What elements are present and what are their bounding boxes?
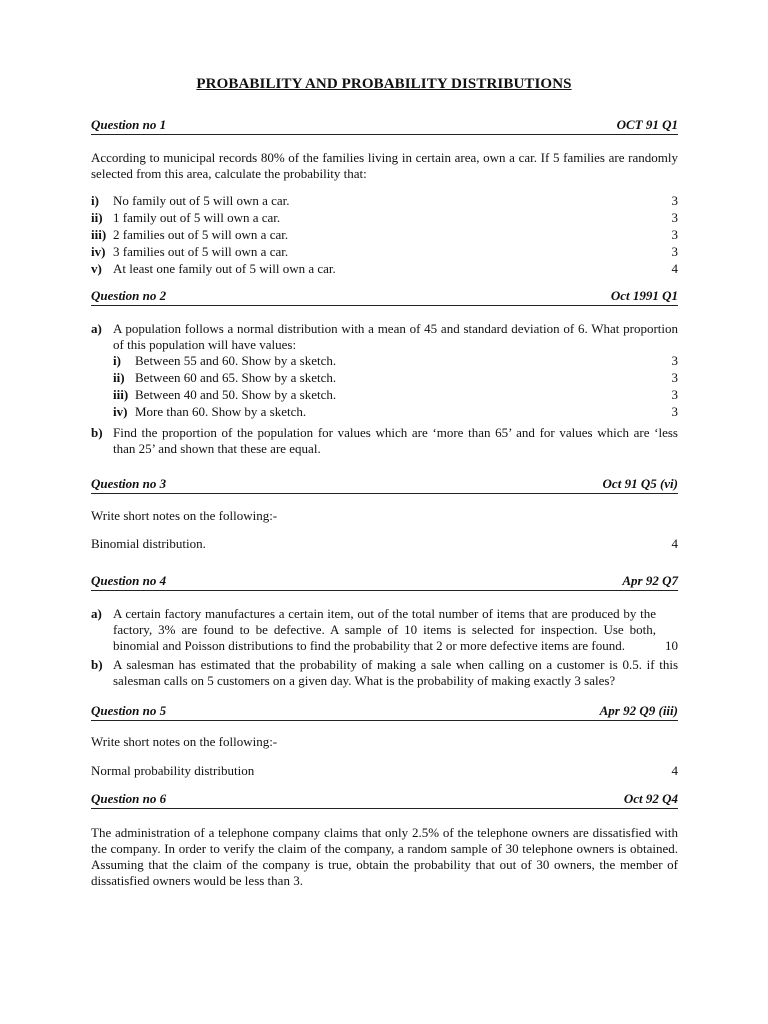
part-number: a) bbox=[91, 321, 102, 336]
question-1-header bbox=[91, 118, 678, 135]
question-5-reference: Apr 92 Q9 (iii) bbox=[599, 703, 678, 718]
question-6-reference: Oct 92 Q4 bbox=[623, 791, 678, 806]
question-3-label: Question no 3 bbox=[91, 476, 167, 491]
question-2-subpart bbox=[113, 353, 678, 369]
question-4-label: Question no 4 bbox=[91, 573, 167, 588]
question-3-intro: Write short notes on the following:- bbox=[91, 508, 278, 523]
question-2-label: Question no 2 bbox=[91, 288, 167, 303]
subpart-text: Between 60 and 65. Show by a sketch. bbox=[135, 370, 337, 385]
question-2-reference: Oct 1991 Q1 bbox=[610, 288, 678, 303]
part-text: A population follows a normal distribution with a mean of 45 and standard deviation of 6. What proportion of this population will have values: bbox=[113, 321, 678, 352]
question-5-item bbox=[91, 763, 678, 779]
part-number: b) bbox=[91, 657, 103, 672]
part-marks: 3 bbox=[671, 227, 678, 242]
part-number: v) bbox=[91, 261, 102, 276]
item-text: Normal probability distribution bbox=[91, 763, 255, 778]
question-3-reference: Oct 91 Q5 (vi) bbox=[602, 476, 678, 491]
question-5-header bbox=[91, 704, 678, 721]
part-text: 3 families out of 5 will own a car. bbox=[113, 244, 289, 259]
part-text: No family out of 5 will own a car. bbox=[113, 193, 290, 208]
item-text: Binomial distribution. bbox=[91, 536, 206, 551]
question-5-intro: Write short notes on the following:- bbox=[91, 734, 278, 749]
part-number: b) bbox=[91, 425, 103, 440]
question-6-label: Question no 6 bbox=[91, 791, 167, 806]
part-marks: 10 bbox=[665, 638, 678, 653]
part-number: iii) bbox=[91, 227, 107, 242]
subpart-number: ii) bbox=[113, 370, 125, 385]
subpart-number: i) bbox=[113, 353, 121, 368]
question-2-part-a bbox=[91, 321, 678, 353]
part-marks: 3 bbox=[671, 210, 678, 225]
part-marks: 3 bbox=[671, 193, 678, 208]
question-1-label: Question no 1 bbox=[91, 117, 167, 132]
subpart-text: Between 40 and 50. Show by a sketch. bbox=[135, 387, 337, 402]
part-number: a) bbox=[91, 606, 102, 621]
part-marks: 3 bbox=[671, 244, 678, 259]
question-1-intro: According to municipal records 80% of the families living in certain area, own a car. If 5 families are randomly selected from this area, calculate the probability that: bbox=[91, 150, 678, 181]
part-text: Find the proportion of the population for values which are ‘more than 65’ and for values which are ‘less than 25’ and shown that these are equal. bbox=[113, 425, 678, 456]
question-3-item bbox=[91, 536, 678, 552]
subpart-text: More than 60. Show by a sketch. bbox=[135, 404, 307, 419]
question-1-part bbox=[91, 210, 678, 226]
part-text: 2 families out of 5 will own a car. bbox=[113, 227, 289, 242]
item-marks: 4 bbox=[671, 763, 678, 778]
subpart-marks: 3 bbox=[671, 387, 678, 402]
item-marks: 4 bbox=[671, 536, 678, 551]
subpart-text: Between 55 and 60. Show by a sketch. bbox=[135, 353, 337, 368]
question-5-label: Question no 5 bbox=[91, 703, 167, 718]
question-1-part bbox=[91, 227, 678, 243]
question-4-part-b bbox=[91, 657, 678, 689]
question-1-reference: OCT 91 Q1 bbox=[616, 117, 678, 132]
part-text: 1 family out of 5 will own a car. bbox=[113, 210, 281, 225]
question-2-subpart bbox=[113, 387, 678, 403]
subpart-marks: 3 bbox=[671, 370, 678, 385]
question-3-header bbox=[91, 477, 678, 494]
question-2-part-b bbox=[91, 425, 678, 457]
question-4-part-a bbox=[91, 606, 678, 654]
question-1-part bbox=[91, 193, 678, 209]
question-2-subpart bbox=[113, 370, 678, 386]
question-6-header bbox=[91, 792, 678, 809]
question-1-part bbox=[91, 261, 678, 277]
question-6-text: The administration of a telephone company claims that only 2.5% of the telephone owners are dissatisfied with the company. In order to verify the claim of the company, a random sample of 30 telephone owners is obtained. Assuming that the claim of the company is true, obtain the probability that out of 30 owners, the member of dissatisfied owners would be less than 3. bbox=[91, 825, 678, 888]
subpart-number: iii) bbox=[113, 387, 129, 402]
part-text: A certain factory manufactures a certain item, out of the total number of items that are produced by the factory, 3% are found to be defective. A sample of 10 items is selected for inspection. Use both, binomial and Poisson distributions to find the probability that 2 or more defective items are found. bbox=[113, 606, 656, 653]
part-text: At least one family out of 5 will own a car. bbox=[113, 261, 336, 276]
question-2-header bbox=[91, 289, 678, 306]
question-1-part bbox=[91, 244, 678, 260]
question-2-subpart bbox=[113, 404, 678, 420]
subpart-marks: 3 bbox=[671, 353, 678, 368]
part-marks: 4 bbox=[671, 261, 678, 276]
part-number: ii) bbox=[91, 210, 103, 225]
part-number: i) bbox=[91, 193, 99, 208]
question-4-header bbox=[91, 574, 678, 591]
question-4-reference: Apr 92 Q7 bbox=[622, 573, 678, 588]
part-text: A salesman has estimated that the probability of making a sale when calling on a customer is 0.5. if this salesman calls on 5 customers on a given day. What is the probability of making exactly 3 sales? bbox=[113, 657, 678, 688]
subpart-marks: 3 bbox=[671, 404, 678, 419]
part-number: iv) bbox=[91, 244, 106, 259]
document-title: PROBABILITY AND PROBABILITY DISTRIBUTIONS bbox=[196, 76, 572, 92]
subpart-number: iv) bbox=[113, 404, 128, 419]
